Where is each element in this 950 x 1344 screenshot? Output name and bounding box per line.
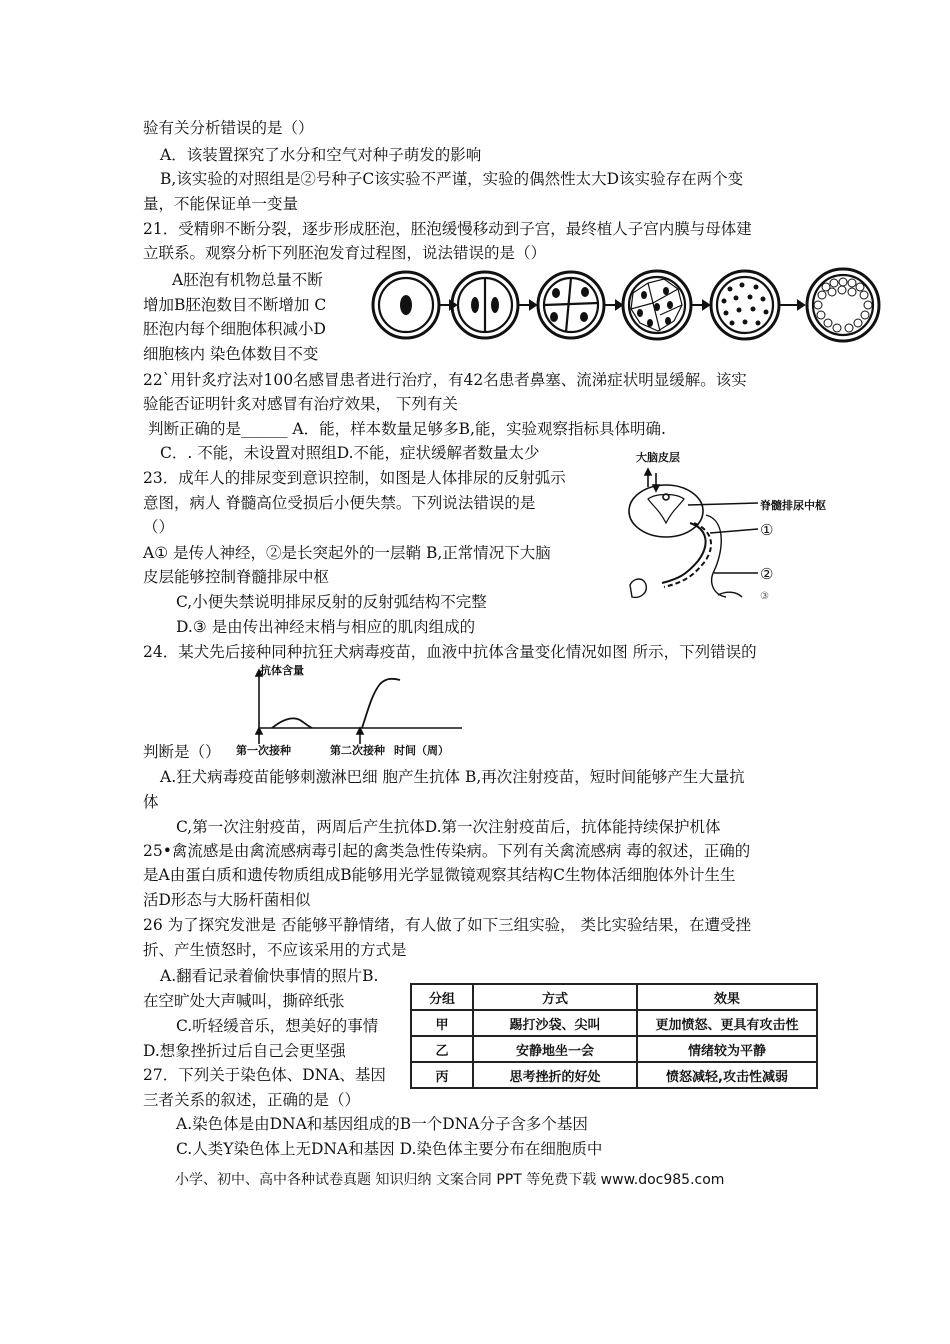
table-cell: 丙 <box>411 1062 473 1088</box>
text-line: 验能否证明针炙对感冒有治疗效果， 下列有关 <box>143 395 458 413</box>
text-line: A．该装置探究了水分和空气对种子萌发的影响 <box>160 146 482 164</box>
antibody-ylabel: 抗体含量 <box>260 664 304 677</box>
table-header: 分组 <box>411 984 473 1010</box>
table-row <box>411 1010 817 1036</box>
text-line: 24．某犬先后接种同种抗狂犬病毒疫苗，血液中抗体含量变化情况如图 所示，下列错误的 <box>143 643 757 661</box>
reflex-label-3: ③ <box>760 591 769 602</box>
text-line: 量，不能保证单一变量 <box>143 195 299 213</box>
text-line: 23．成年人的排尿变到意识控制，如图是人体排尿的反射弧示 <box>143 469 566 487</box>
text-line: 皮层能够控制脊髓排尿中枢 <box>143 568 330 586</box>
text-line: 是A由蛋白质和遗传物质组成B能够用光学显微镜观察其结构C生物体活细胞体外计生生 <box>143 866 736 884</box>
reflex-label-center: 脊髓排尿中枢 <box>760 499 826 512</box>
text-line: 三者关系的叙述，正确的是（） <box>143 1091 361 1109</box>
text-line: C．. 不能，未设置对照组D.不能，症状缓解者数量太少 <box>160 444 540 462</box>
table-header-row <box>411 984 817 1010</box>
text-line: A① 是传人神经，②是长突起外的一层鞘 B,正常情况下大脑 <box>143 544 551 562</box>
table-cell: 思考挫折的好处 <box>473 1062 637 1088</box>
table-cell: 情绪较为平静 <box>637 1036 817 1062</box>
text-line: 意图，病人 脊髓高位受损后小便失禁。下列说法错误的是 <box>143 494 536 512</box>
reflex-label-1: ① <box>760 521 774 539</box>
table-cell: 愤怒减轻,攻击性减弱 <box>637 1062 817 1088</box>
text-line: 判断正确的是______ A．能，样本数量足够多B,能，实验观察指标具体明确. <box>148 420 666 438</box>
table-header: 效果 <box>637 984 817 1010</box>
reflex-label-2: ② <box>760 565 774 583</box>
table-cell: 安静地坐一会 <box>473 1036 637 1062</box>
text-line: 胚泡内每个细胞体积减小D <box>143 320 326 338</box>
text-line: A.染色体是由DNA和基因组成的B一个DNA分子含多个基因 <box>176 1115 588 1133</box>
text-line: 增加B胚泡数目不断增加 C <box>143 296 327 314</box>
text-line: 活D形态与大肠杆菌相似 <box>143 891 311 909</box>
text-line: A.狂犬病毒疫苗能够刺激淋巴细 胞产生抗体 B,再次注射疫苗，短时间能够产生大量抗 <box>160 768 745 786</box>
text-line: B,该实验的对照组是②号种子C该实验不严谨，实验的偶然性太大D该实验存在两个变 <box>160 170 744 188</box>
text-line: 体 <box>143 793 159 811</box>
table-cell: 甲 <box>411 1010 473 1036</box>
antibody-graph <box>232 662 472 760</box>
page-footer: 小学、初中、高中各种试卷真题 知识归纳 文案合同 PPT 等免费下载 www.doc985.com <box>175 1172 725 1188</box>
experiment-table <box>410 983 818 1089</box>
table-cell: 乙 <box>411 1036 473 1062</box>
text-line: 细胞核内 染色体数目不变 <box>143 345 319 363</box>
text-line: D.③ 是由传出神经末梢与相应的肌肉组成的 <box>176 618 476 636</box>
blastocyst-development-figure <box>368 265 890 345</box>
text-line: 21．受精卵不断分裂，逐步形成胚泡，胚泡缓慢移动到子宫，最终植人子宫内膜与母体建 <box>143 220 752 238</box>
text-line: A胚泡有机物总量不断 <box>172 271 323 289</box>
text-line: 立联系。观察分析下列胚泡发育过程图，说法错误的是（） <box>143 244 547 262</box>
table-cell: 踢打沙袋、尖叫 <box>473 1010 637 1036</box>
reflex-arc-figure <box>618 445 833 605</box>
text-line: 22`用针炙疗法对100名感冒患者进行治疗，有42名患者鼻塞、流涕症状明显缓解。该实 <box>143 371 747 389</box>
reflex-label-cortex: 大脑皮层 <box>636 451 680 464</box>
antibody-xlabel: 时间（周） <box>394 744 449 757</box>
text-line: C.听轻缓音乐，想美好的事情 <box>176 1017 379 1035</box>
text-line: 25•禽流感是由禽流感病毒引起的禽类急性传染病。下列有关禽流感病 毒的叙述，正确的 <box>143 842 751 860</box>
text-line: 26 为了探究发泄是 否能够平静情绪，有人做了如下三组实验， 类比实验结果，在遭受挫 <box>143 916 752 934</box>
text-line: C.人类Y染色体上无DNA和基因 D.染色体主要分布在细胞质中 <box>176 1140 603 1158</box>
text-line: C,小便失禁说明排尿反射的反射弧结构不完整 <box>176 593 487 611</box>
table-header: 方式 <box>473 984 637 1010</box>
table-row <box>411 1062 817 1088</box>
table-cell: 更加愤怒、更具有攻击性 <box>637 1010 817 1036</box>
text-line: 判断是（） <box>143 743 221 761</box>
table-row <box>411 1036 817 1062</box>
text-line: 27．下列关于染色体、DNA、基因 <box>143 1066 386 1084</box>
text-line: C,第一次注射疫苗，两周后产生抗体D.第一次注射疫苗后，抗体能持续保护机体 <box>176 818 721 836</box>
antibody-second-label: 第二次接种 <box>330 744 385 757</box>
text-line: 在空旷处大声喊叫，撕碎纸张 <box>143 992 345 1010</box>
text-line: 折、产生愤怒时，不应该采用的方式是 <box>143 941 407 959</box>
text-line: 验有关分析错误的是（） <box>143 119 314 137</box>
antibody-first-label: 第一次接种 <box>236 744 291 757</box>
text-line: （） <box>143 518 175 536</box>
text-line: D.想象挫折过后自己会更坚强 <box>143 1042 346 1060</box>
text-line: A.翻看记录着偷快事情的照片B. <box>160 967 379 985</box>
